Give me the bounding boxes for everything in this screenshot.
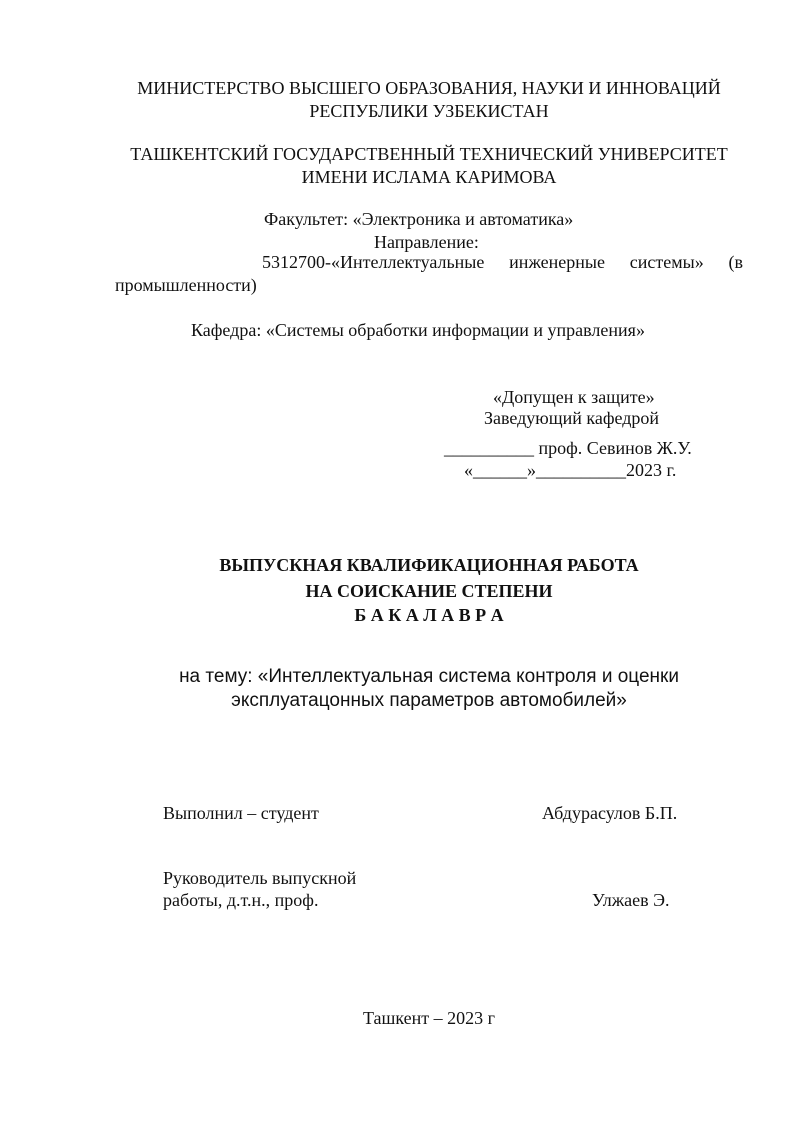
- supervisor-label-line-1: Руководитель выпускной: [163, 868, 357, 888]
- faculty-line: Факультет: «Электроника и автоматика»: [264, 209, 574, 229]
- approval-date-line: «______»__________2023 г.: [464, 460, 677, 480]
- supervisor-label-line-2: работы, д.т.н., проф.: [163, 890, 319, 910]
- direction-word-2: инженерные: [509, 252, 605, 272]
- student-name: Абдурасулов Б.П.: [542, 803, 678, 823]
- university-line-1: ТАШКЕНТСКИЙ ГОСУДАРСТВЕННЫЙ ТЕХНИЧЕСКИЙ УНИВЕРСИТЕТ: [130, 144, 728, 164]
- title-line-2: НА СОИСКАНИЕ СТЕПЕНИ: [305, 581, 553, 601]
- title-line-3: Б А К А Л А В Р А: [354, 605, 504, 625]
- ministry-line-1: МИНИСТЕРСТВО ВЫСШЕГО ОБРАЗОВАНИЯ, НАУКИ И ИННОВАЦИЙ: [137, 78, 721, 98]
- direction-word-3: системы»: [629, 252, 704, 272]
- student-label: Выполнил – студент: [163, 803, 319, 823]
- ministry-line-2: РЕСПУБЛИКИ УЗБЕКИСТАН: [309, 101, 549, 121]
- direction-label: Направление:: [374, 232, 479, 252]
- head-of-department: Заведующий кафедрой: [484, 408, 660, 428]
- university-line-2: ИМЕНИ ИСЛАМА КАРИМОВА: [301, 167, 557, 187]
- city-year: Ташкент – 2023 г: [362, 1008, 496, 1028]
- admitted-line: «Допущен к защите»: [493, 387, 655, 407]
- department-line: Кафедра: «Системы обработки информации и управления»: [191, 320, 645, 340]
- topic-line-1: на тему: «Интеллектуальная система контроля и оценки: [179, 666, 679, 687]
- direction-line-1: [262, 251, 743, 274]
- title-line-1: ВЫПУСКНАЯ КВАЛИФИКАЦИОННАЯ РАБОТА: [219, 555, 639, 575]
- head-signature-line: __________ проф. Севинов Ж.У.: [444, 438, 692, 458]
- direction-word-4: (в: [728, 252, 743, 272]
- direction-word-1: 5312700-«Интеллектуальные: [262, 252, 485, 272]
- direction-line-2: промышленности): [115, 275, 257, 295]
- supervisor-name: Улжаев Э.: [592, 890, 670, 910]
- topic-line-2: эксплуатацонных параметров автомобилей»: [231, 690, 627, 711]
